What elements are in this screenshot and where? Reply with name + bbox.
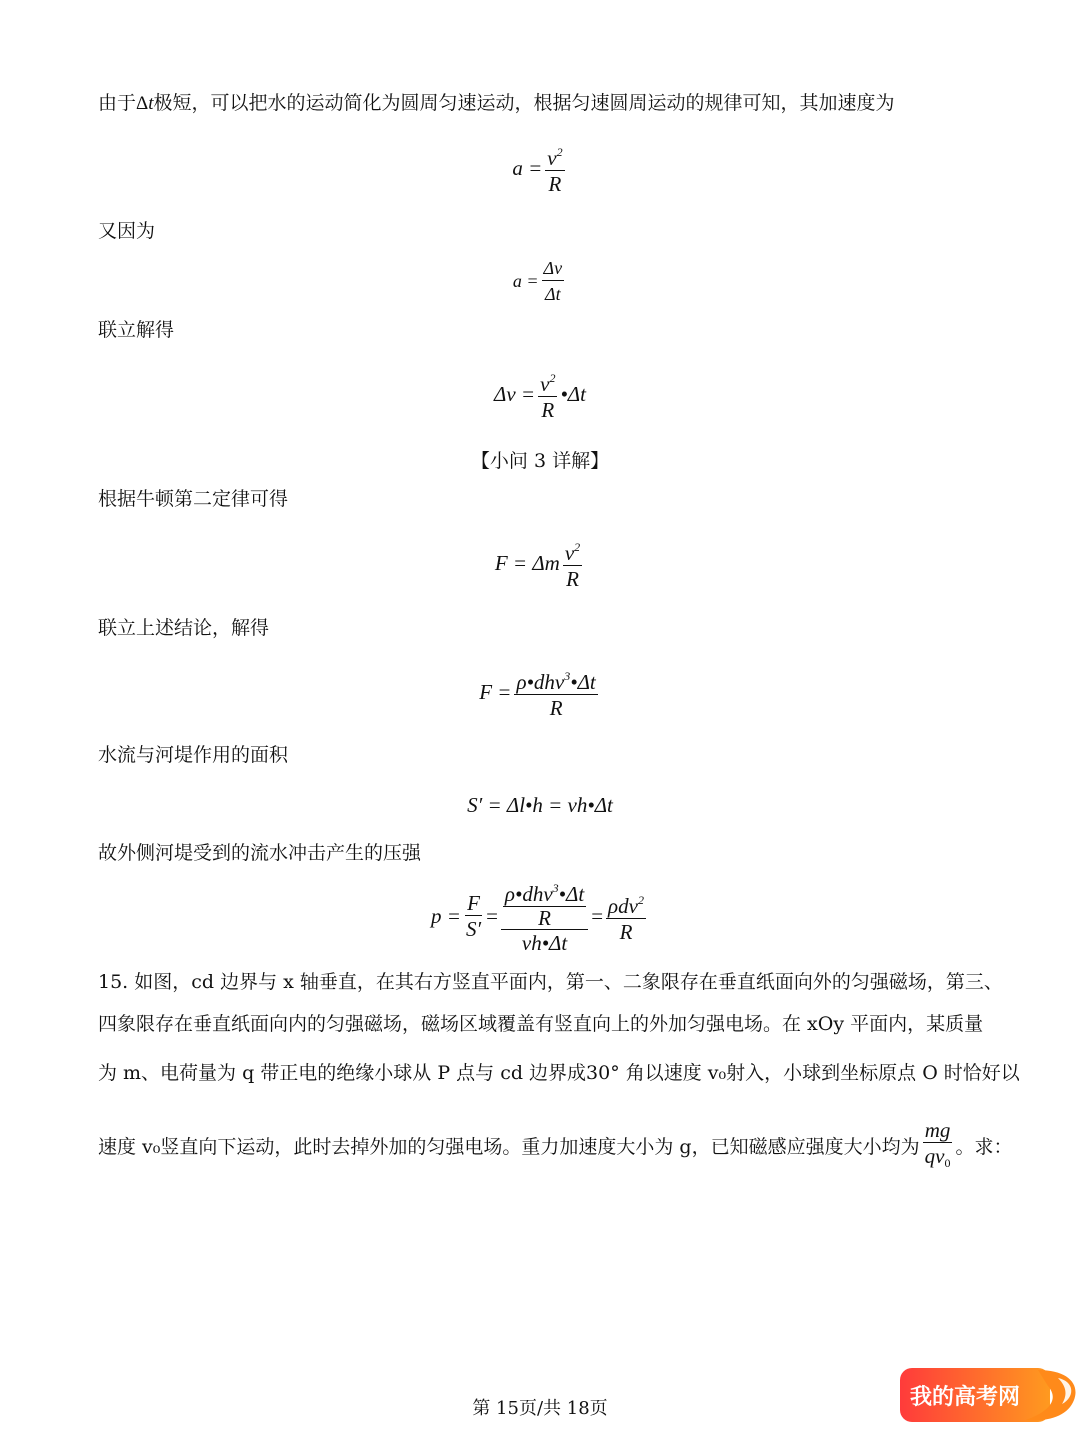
var-t: t [148, 93, 154, 114]
paragraph-2: 又因为 [98, 220, 156, 242]
numerator: mg [924, 1118, 951, 1142]
equation-6 [0, 793, 1080, 818]
denominator: S′ [465, 916, 482, 941]
page-footer: 第 15页/共 18页 [472, 1398, 608, 1419]
paragraph-6: 水流与河堤作用的面积 [98, 744, 289, 766]
denominator: R [549, 696, 563, 720]
compound-denominator: vh•Δt [521, 931, 568, 955]
equation-1 [0, 140, 1080, 197]
eq-lhs: F = [479, 680, 512, 704]
eq-lhs: p = [431, 903, 461, 928]
denominator: R [566, 567, 579, 591]
numerator: v [564, 541, 575, 565]
superscript: 2 [549, 371, 556, 385]
equation-2 [0, 256, 1080, 307]
inner-fraction [503, 876, 586, 929]
eq-lhs: a = [512, 271, 539, 291]
problem-15-line-2: 四象限存在垂直纸面向内的匀强磁场，磁场区域覆盖有竖直向上的外加匀强电场。在 xOy 平面内，某质量 [98, 1013, 984, 1035]
eq-text: S′ = Δl•h = vh•Δt [467, 793, 613, 817]
delta-symbol: Δ [136, 93, 149, 114]
numerator-part: ρ•dhv [504, 882, 553, 906]
paragraph-5: 联立上述结论，解得 [98, 617, 270, 639]
numerator: v [540, 372, 550, 396]
fraction-f-over-s [464, 891, 483, 942]
fraction [545, 140, 564, 197]
compound-numerator [501, 876, 588, 930]
text-segment: 速度 v₀竖直向下运动，此时去掉外加的匀强电场。重力加速度大小为 g，已知磁感应强度大小均为 [98, 1136, 920, 1158]
fraction-final [606, 888, 646, 945]
paragraph-4: 根据牛顿第二定律可得 [98, 488, 289, 510]
eq-lhs: a = [512, 156, 543, 180]
fraction [538, 366, 557, 423]
numerator: ρdv [608, 893, 638, 918]
denominator: Δt [545, 284, 561, 304]
fraction-mg-qv0 [923, 1118, 953, 1176]
logo-text: 我的高考网 [910, 1385, 1021, 1410]
text-segment: 。求： [955, 1136, 1013, 1158]
equation-3 [0, 366, 1080, 423]
numerator-part: •Δt [558, 882, 585, 906]
equation-5 [0, 664, 1080, 721]
eq-lhs: F = Δm [494, 551, 560, 575]
denominator: qv [924, 1144, 945, 1168]
compound-fraction [501, 876, 588, 956]
numerator: Δv [542, 256, 565, 281]
denominator: R [541, 398, 555, 422]
equals-sign: = [486, 903, 498, 928]
eq-rhs: •Δt [560, 382, 586, 406]
subscript: 0 [944, 1156, 951, 1170]
paragraph-1 [98, 92, 895, 115]
denominator: R [538, 906, 551, 930]
numerator: F [467, 890, 480, 915]
site-logo [898, 1364, 1080, 1426]
fraction [563, 535, 582, 592]
numerator-part: ρ•dhv [516, 670, 565, 694]
equals-sign: = [591, 903, 604, 928]
superscript: 3 [564, 669, 571, 683]
numerator-part: •Δt [570, 670, 596, 694]
problem-15-line-1: 15. 如图，cd 边界与 x 轴垂直，在其右方竖直平面内，第一、二象限存在垂直纸面向外的匀强磁场，第三、 [98, 971, 1003, 993]
fraction [542, 256, 565, 307]
fraction [514, 664, 597, 721]
problem-15-line-3: 为 m、电荷量为 q 带正电的绝缘小球从 P 点与 cd 边界成30° 角以速度 v₀射入，小球到坐标原点 O 时恰好以 [98, 1062, 1020, 1084]
denominator: R [619, 919, 633, 944]
denominator: R [548, 172, 562, 196]
superscript: 2 [556, 145, 563, 159]
problem-15-line-4 [98, 1118, 1012, 1176]
paragraph-7: 故外侧河堤受到的流水冲击产生的压强 [98, 842, 422, 864]
superscript: 2 [637, 892, 644, 907]
equation-7 [0, 876, 1080, 956]
paragraph-3: 联立解得 [98, 319, 175, 341]
text-segment: 极短，可以把水的运动简化为圆周匀速运动，根据匀速圆周运动的规律可知，其加速度为 [153, 92, 895, 114]
superscript: 3 [552, 881, 559, 895]
eq-lhs: Δv = [494, 382, 536, 406]
section-title: 【小问 3 详解】 [470, 450, 610, 472]
superscript: 2 [574, 540, 581, 554]
equation-4 [0, 535, 1080, 592]
numerator: v [547, 146, 557, 170]
text-segment: 由于 [98, 92, 137, 114]
